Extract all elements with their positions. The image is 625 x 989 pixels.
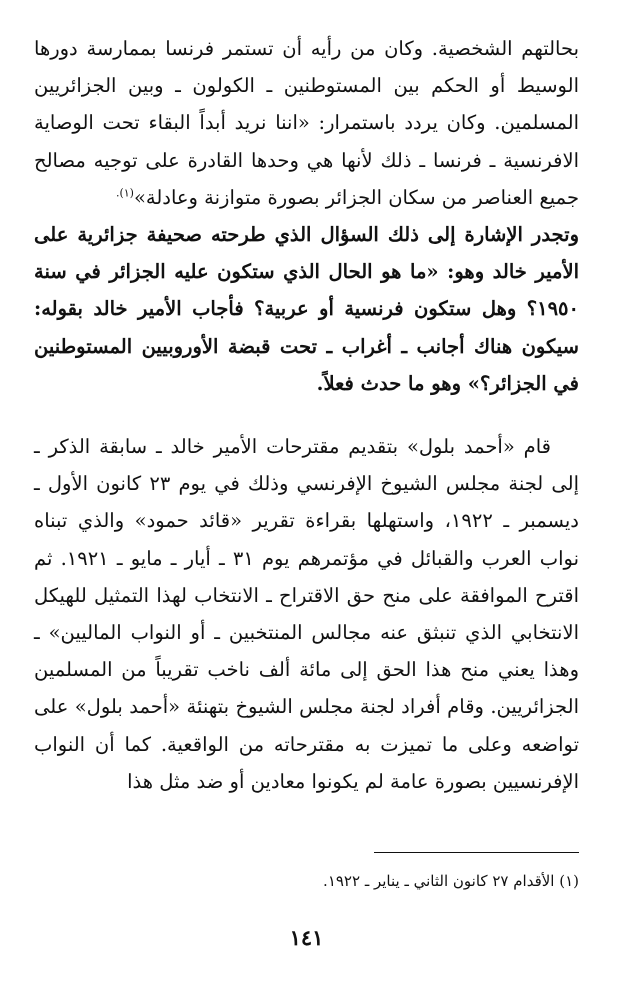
paragraph-3: قام «أحمد بلول» بتقديم مقترحات الأمير خالد ـ سابقة الذكر ـ إلى لجنة مجلس الشيوخ الإفرنسي وذلك في يوم ٢٣ كانون الأول ـ ديسمبر ـ ١٩٢٢، واستهلها بقراءة تقرير «قائد حمود» والذي تبناه نواب العرب والقبائل في مؤتمرهم يوم ٣١ ـ أيار ـ مايو ـ ١٩٢١. ثم اقترح الموافقة على منح حق الاقتراح ـ الانتخاب لهذا التمثيل للهيكل الانتخابي الذي تنبثق عنه مجالس المنتخبين ـ أو النواب الماليين» ـ وهذا يعني منح هذا الحق إلى مائة ألف ناخب تقريباً من المسلمين الجزائريين. وقام أفراد لجنة مجلس الشيوخ بتهنئة «أحمد بلول» على تواضعه وعلى ما تميزت به مقترحاته من الواقعية. كما أن النواب الإفرنسيين بصورة عامة لم يكونوا معادين أو ضد مثل هذا <box>34 435 579 793</box>
page-number: ١٤١ <box>289 925 324 950</box>
footnote-divider <box>374 852 579 853</box>
footnote-reference: (١). <box>115 186 134 200</box>
footnote: (١) الأقدام ٢٧ كانون الثاني ـ يناير ـ ١٩٢٢. <box>323 872 579 890</box>
paragraph-1-text: بحالتهم الشخصية. وكان من رأيه أن تستمر فرنسا بممارسة دورها الوسيط أو الحكم بين المستوطنين ـ الكولون ـ وبين الجزائريين المسلمين. وكان يردد باستمرار: «اننا نريد أبداً البقاء تحت الوصاية الافرنسية ـ فرنسا ـ ذلك لأنها هي وحدها القادرة على توجيه مصالح جميع العناصر من سكان الجزائر بصورة متوازنة وعادلة» <box>34 37 579 209</box>
book-page <box>34 30 579 960</box>
paragraph-2: وتجدر الإشارة إلى ذلك السؤال الذي طرحته صحيفة جزائرية على الأمير خالد وهو: «ما هو الحال الذي ستكون عليه الجزائر في سنة ١٩٥٠؟ وهل ستكون فرنسية أو عربية؟ فأجاب الأمير خالد بقوله: سيكون هناك أجانب ـ أغراب ـ تحت قبضة الأوروبيين المستوطنين في الجزائر؟» وهو ما حدث فعلاً. <box>34 223 579 395</box>
paragraph-1 <box>34 30 579 216</box>
